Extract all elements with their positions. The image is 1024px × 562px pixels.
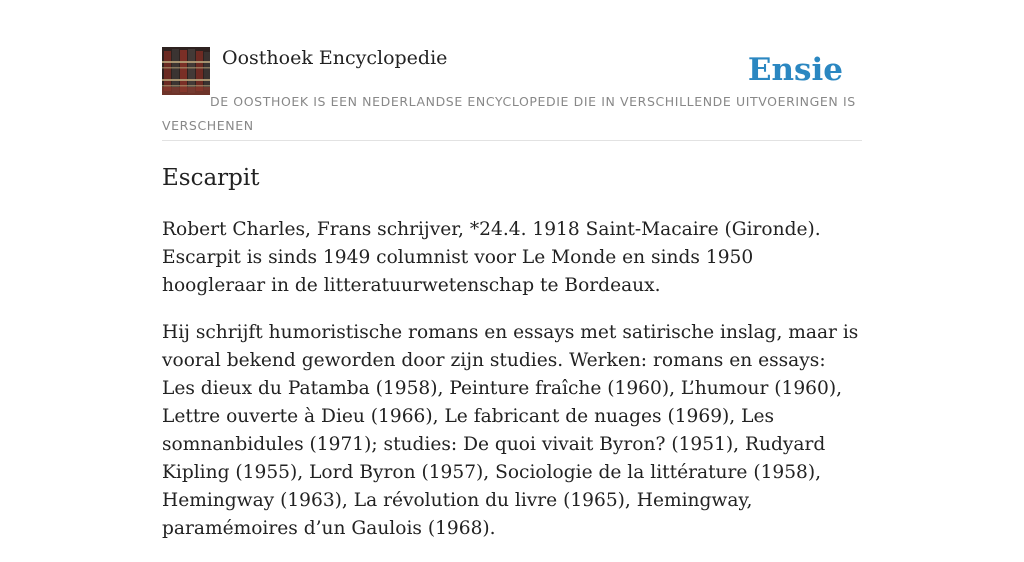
book-spines-icon[interactable] xyxy=(162,47,210,95)
article-body xyxy=(162,216,862,562)
page-container xyxy=(162,0,862,539)
site-header xyxy=(162,0,862,141)
brand-logo[interactable]: Ensie xyxy=(747,52,843,88)
article-paragraph: Hij schrijft humoristische romans en essays met satirische inslag, maar is vooral bekend geworden door zijn studies. Werken: romans en essays: Les dieux du Patamba (1958), Peinture fraîche (1960), L’humour (1960), Lettre ouverte à Dieu (1966), Le fabricant de nuages (1969), Les somnanbidules (1971); studies: De quoi vivait Byron? (1951), Rudyard Kipling (1955), Lord Byron (1957), Sociologie de la littérature (1958), Hemingway (1963), La révolution du livre (1965), Hemingway, paramémoires d’un Gaulois (1968). xyxy=(162,322,859,539)
site-tagline: DE OOSTHOEK IS EEN NEDERLANDSE ENCYCLOPEDIE DIE IN VERSCHILLENDE UITVOERINGEN IS VERSCHENEN xyxy=(162,94,856,133)
article-title: Escarpit xyxy=(162,165,260,191)
site-title[interactable]: Oosthoek Encyclopedie xyxy=(222,47,448,69)
article-paragraph: Robert Charles, Frans schrijver, *24.4. 1918 Saint-Macaire (Gironde). Escarpit is sinds 1949 columnist voor Le Monde en sinds 1950 hoogleraar in de litteratuurwetenschap te Bordeaux. xyxy=(162,219,821,296)
